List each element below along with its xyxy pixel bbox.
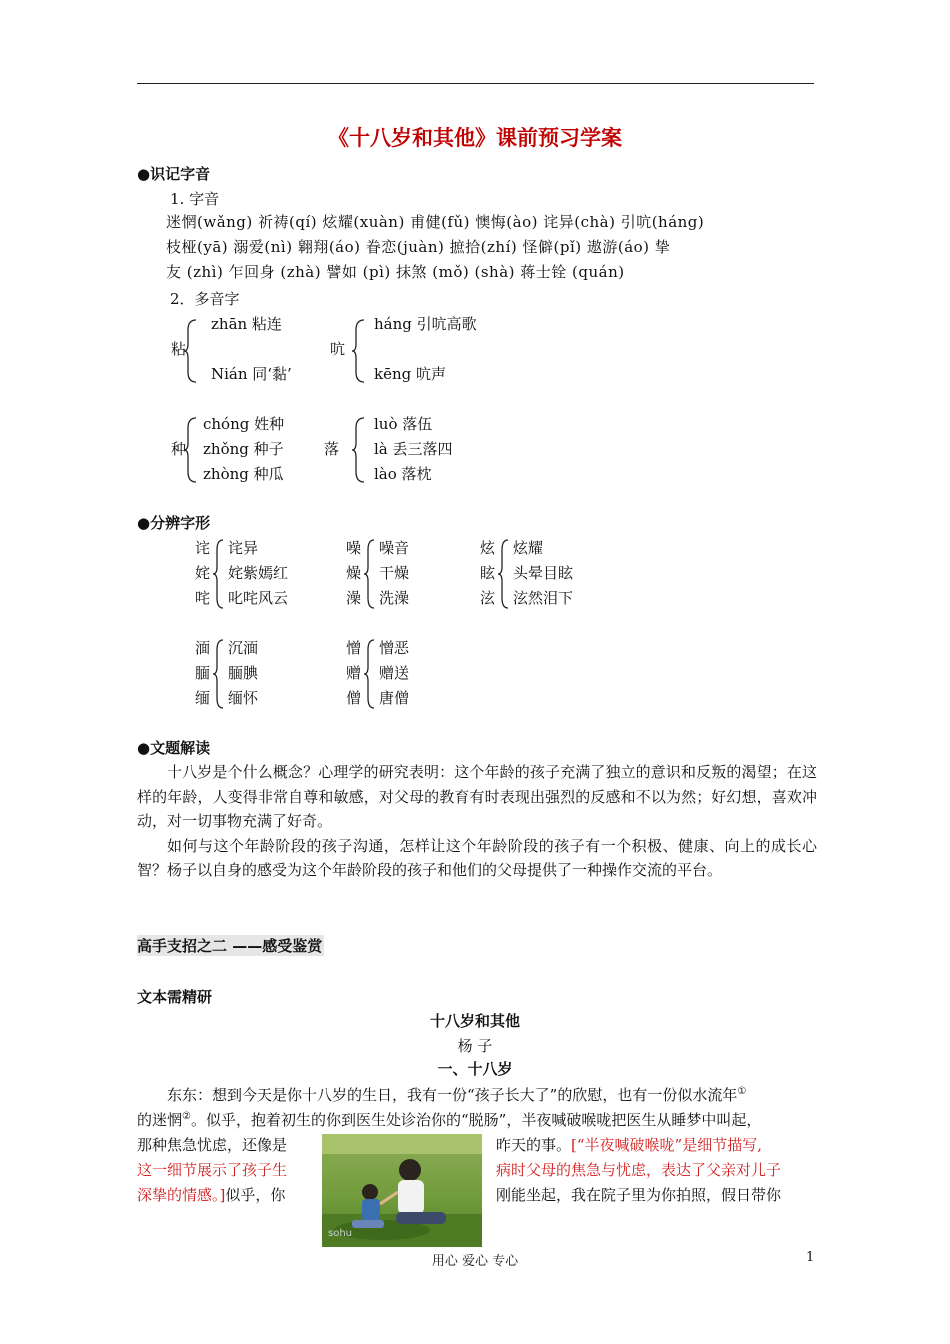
glyph-word: 唐僧 [379, 689, 410, 707]
text-line-segment: 。似乎，抱着初生的你到医生处诊治你的“脱肠”，半夜喊破喉咙把医生从睡梦中叫起， [190, 1111, 762, 1129]
section-heading-pronunciation: ●识记字音 [137, 165, 211, 183]
pronunciation-line-1: 迷惘(wǎng) 祈祷(qí) 炫耀(xuàn) 甫健(fǔ) 懊悔(ào) 诧异(chà) 引吭(háng) [166, 213, 705, 231]
glyph-word: 噪音 [379, 539, 410, 557]
text-title: 十八岁和其他 [429, 1012, 520, 1030]
brace-luo [352, 416, 366, 484]
text-line-segment: 似乎，你 [225, 1186, 286, 1204]
polyphone-reading-2: là 丢三落四 [374, 440, 453, 458]
glyph-word: 诧异 [228, 539, 259, 557]
polyphone-reading-1: zhān 粘连 [211, 315, 282, 333]
glyph-char: 咤 [195, 589, 211, 607]
annotation-text: [“半夜喊破喉咙”是细节描写, [571, 1136, 762, 1154]
header-rule [137, 83, 814, 84]
brace-zhong [184, 416, 198, 484]
glyph-char: 姹 [195, 564, 211, 582]
pronunciation-line-2: 枝桠(yā) 溺爱(nì) 翱翔(áo) 眷恋(juàn) 摭拾(zhí) 怪僻(pǐ) 遨游(áo) 挚 [166, 238, 671, 256]
glyph-word: 腼腆 [228, 664, 259, 682]
glyph-char: 僧 [346, 689, 362, 707]
text-line [137, 1109, 761, 1130]
polyphone-reading-2: Nián 同‘黏’ [211, 365, 292, 383]
polyphone-char-luo: 落 [324, 440, 340, 458]
section-heading-appreciation: 高手支招之二 ——感受鉴赏 [137, 937, 323, 955]
brace-zhan [184, 318, 198, 384]
brace-glyph-group [364, 638, 376, 710]
footer-motto: 用心 爱心 专心 [431, 1254, 519, 1269]
glyph-char: 诧 [195, 539, 211, 557]
subheading-polyphones: 2．多音字 [170, 290, 240, 308]
glyph-char: 憎 [346, 639, 362, 657]
text-line-segment: 那种焦急忧虑，还像是 [137, 1136, 288, 1154]
glyph-word: 沉湎 [228, 639, 259, 657]
glyph-word: 叱咤风云 [228, 589, 289, 607]
text-line [496, 1134, 762, 1155]
text-line [137, 1184, 285, 1205]
polyphone-reading-1: luò 落伍 [374, 415, 433, 433]
intro-text [137, 760, 817, 883]
glyph-char: 泫 [480, 589, 496, 607]
polyphone-char-hang: 吭 [330, 340, 346, 358]
glyph-word: 炫耀 [513, 539, 544, 557]
glyph-char: 眩 [480, 564, 496, 582]
page-title: 《十八岁和其他》课前预习学案 [328, 126, 622, 150]
intro-paragraph: 如何与这个年龄阶段的孩子沟通，怎样让这个年龄阶段的孩子有一个积极、健康、向上的成长心智？杨子以自身的感受为这个年龄阶段的孩子和他们的父母提供了一种操作交流的平台。 [137, 836, 817, 879]
glyph-char: 腼 [195, 664, 211, 682]
photo-watermark: sohu [328, 1228, 353, 1239]
glyph-char: 澡 [346, 589, 362, 607]
glyph-char: 缅 [195, 689, 211, 707]
text-author: 杨 子 [457, 1037, 493, 1055]
text-line-segment: 东东：想到今天是你十八岁的生日，我有一份“孩子长大了”的欣慰，也有一份似水流年 [167, 1086, 738, 1104]
intro-paragraph: 十八岁是个什么概念？心理学的研究表明：这个年龄的孩子充满了独立的意识和反叛的渴望；在这样的年龄，人变得非常自尊和敏感，对父母的教育有时表现出强烈的反感和不以为然；好幻想，喜欢冲动，对一切事物充满了好奇。 [137, 763, 817, 830]
text-line-segment: 刚能坐起，我在院子里为你拍照，假日带你 [496, 1186, 782, 1204]
section-heading-text-study: 文本需精研 [137, 988, 213, 1006]
glyph-word: 姹紫嫣红 [228, 564, 289, 582]
brace-glyph-group [213, 638, 225, 710]
subheading-pronunciation: 1. 字音 [170, 190, 220, 208]
brace-glyph-group [498, 538, 510, 610]
brace-glyph-group [364, 538, 376, 610]
glyph-word: 洗澡 [379, 589, 410, 607]
glyph-word: 赠送 [379, 664, 410, 682]
chapter-heading: 一、十八岁 [437, 1060, 513, 1078]
section-heading-title-interpretation: ●文题解读 [137, 739, 211, 757]
footnote-marker[interactable]: ② [182, 1111, 191, 1122]
annotation-text: 深挚的情感。] [137, 1186, 226, 1204]
glyph-char: 噪 [346, 539, 362, 557]
glyph-char: 赠 [346, 664, 362, 682]
glyph-word: 泫然泪下 [513, 589, 574, 607]
annotation-text: 病时父母的焦急与忧虑，表达了父亲对儿子 [496, 1161, 782, 1179]
text-line-segment: 的迷惘 [137, 1111, 183, 1129]
glyph-word: 憎恶 [379, 639, 410, 657]
section-heading-glyphs: ●分辨字形 [137, 514, 211, 532]
father-son-photo [322, 1134, 482, 1247]
glyph-word: 干燥 [379, 564, 410, 582]
polyphone-reading-3: lào 落枕 [374, 465, 432, 483]
text-line-segment: 昨天的事。 [496, 1136, 572, 1154]
annotation-text: 这一细节展示了孩子生 [137, 1161, 288, 1179]
glyph-word: 缅怀 [228, 689, 259, 707]
polyphone-char-zhan: 粘 [171, 340, 187, 358]
polyphone-reading-3: zhòng 种瓜 [203, 465, 284, 483]
glyph-word: 头晕目眩 [513, 564, 574, 582]
polyphone-reading-2: kēng 吭声 [374, 365, 446, 383]
brace-glyph-group [213, 538, 225, 610]
glyph-char: 炫 [480, 539, 496, 557]
glyph-char: 湎 [195, 639, 211, 657]
polyphone-reading-2: zhǒng 种子 [203, 440, 284, 458]
polyphone-reading-1: chóng 姓种 [203, 415, 285, 433]
glyph-char: 燥 [346, 564, 362, 582]
polyphone-char-zhong: 种 [171, 440, 187, 458]
footnote-marker[interactable]: ① [737, 1086, 747, 1097]
brace-hang [352, 318, 366, 384]
polyphone-reading-1: háng 引吭高歌 [374, 315, 477, 333]
page-number: 1 [806, 1250, 815, 1265]
text-line [167, 1084, 746, 1105]
pronunciation-line-3: 友 (zhì) 乍回身 (zhà) 譬如 (pì) 抹煞 (mǒ) (shà) 蒋士铨 (quán) [166, 263, 625, 281]
